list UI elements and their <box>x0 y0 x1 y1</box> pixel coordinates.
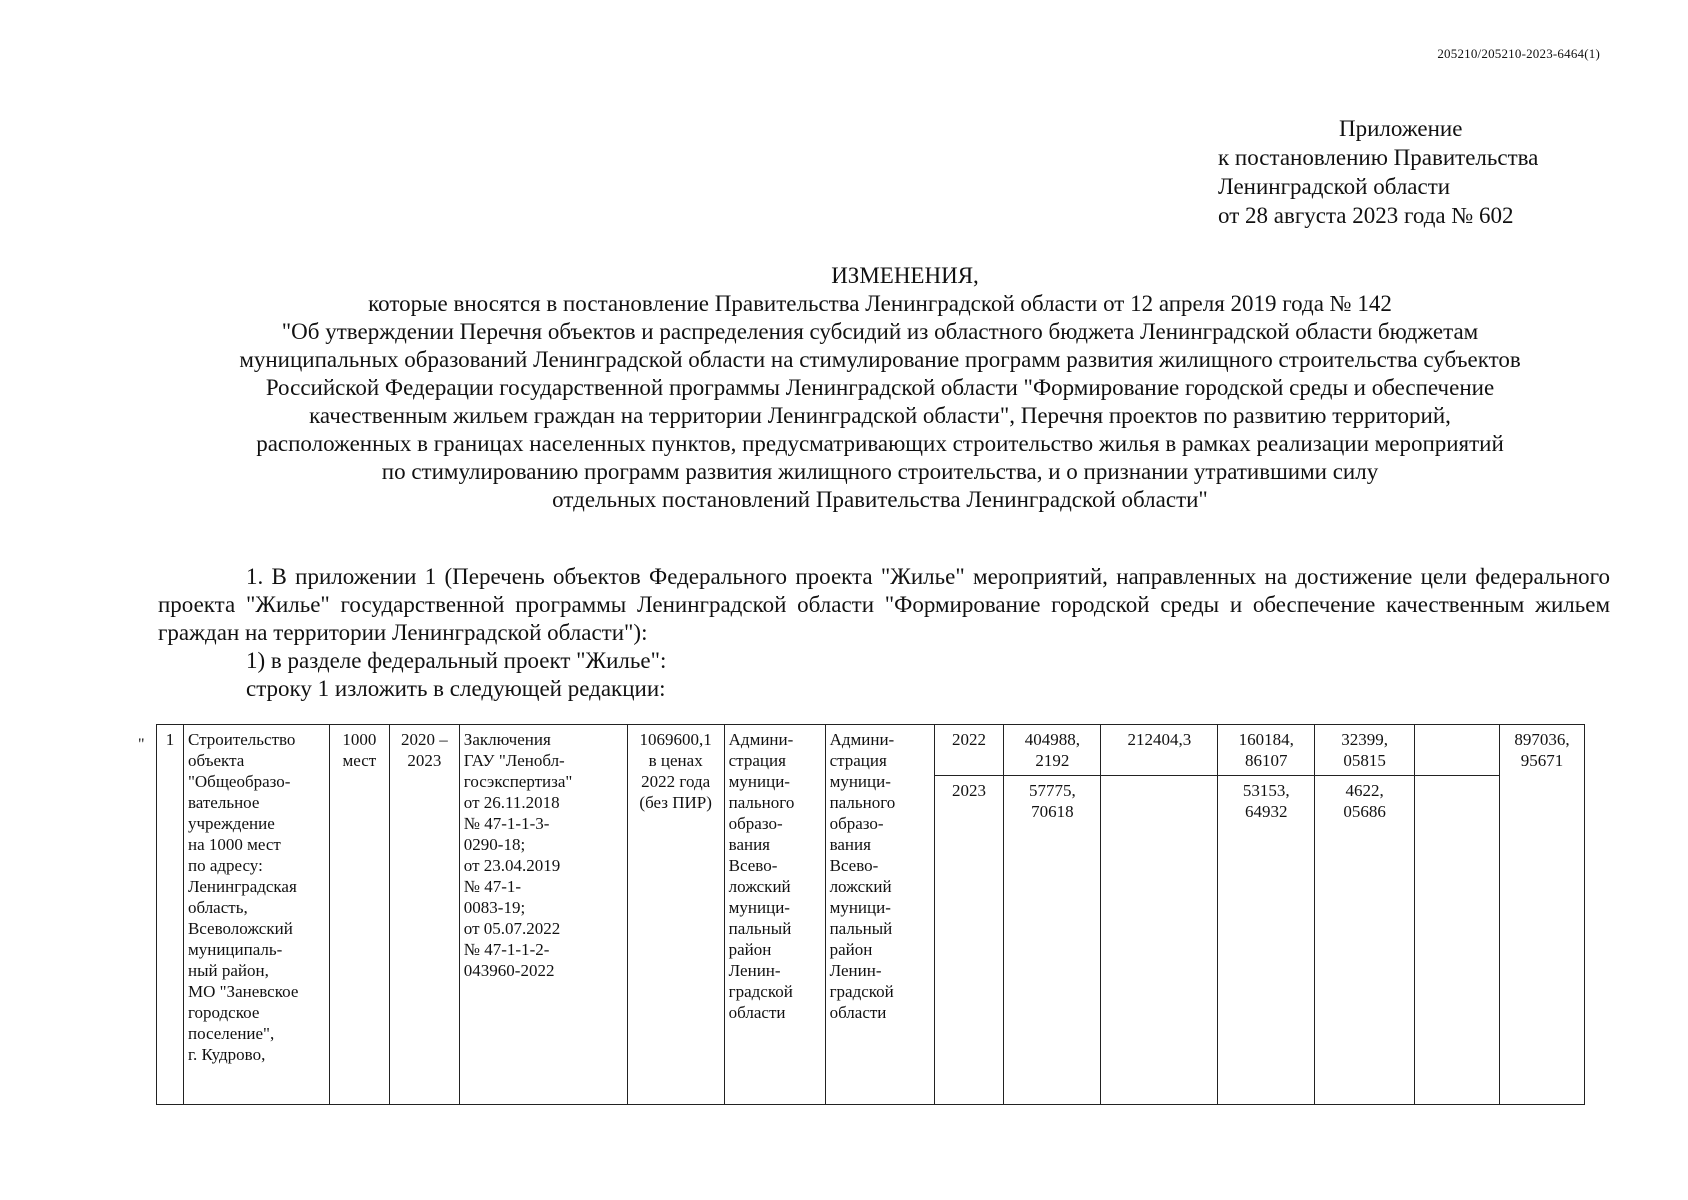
federal-2023-cell <box>1101 776 1218 1105</box>
total-2023-cell: 57775, 70618 <box>1004 776 1101 1105</box>
local-2022-cell: 32399, 05815 <box>1315 725 1415 776</box>
regional-2022-cell: 160184, 86107 <box>1218 725 1315 776</box>
paragraph-1: 1. В приложении 1 (Перечень объектов Федерального проекта "Жилье" мероприятий, направленных на достижение цели федерального проекта "Жилье" государственной программы Ленинградской области "Формирование городской среды и обеспечение качественным жильем граждан на территории Ленинградской области"): <box>158 564 1610 645</box>
appendix-date-number: от 28 августа 2023 года № 602 <box>1218 203 1514 228</box>
other-2023-cell <box>1415 776 1500 1105</box>
table-row <box>157 725 1585 776</box>
year-2022-cell: 2022 <box>934 725 1004 776</box>
heading-line: "Об утверждении Перечня объектов и распределения субсидий из областного бюджета Ленинградской области бюджетам <box>281 319 1479 344</box>
appendix-title: Приложение <box>1339 116 1463 141</box>
heading-line: отдельных постановлений Правительства Ленинградской области" <box>552 487 1208 512</box>
expertise-cell: Заключения ГАУ "Ленобл- госэкспертиза" от 26.11.2018 № 47-1-1-3- 0290-18; от 23.04.2019 № 47-1- 0083-19; от 05.07.2022 № 47-1-1-2- 043960-2022 <box>459 725 627 1105</box>
heading-line: которые вносятся в постановление Правительства Ленинградской области от 12 апреля 2019 года № 142 <box>368 291 1392 316</box>
period-cell: 2020 – 2023 <box>389 725 459 1105</box>
local-2023-cell: 4622, 05686 <box>1315 776 1415 1105</box>
item-1: 1) в разделе федеральный проект "Жилье": <box>246 648 667 673</box>
opening-quote: " <box>138 736 145 753</box>
item-2: строку 1 изложить в следующей редакции: <box>246 676 666 701</box>
body-text <box>158 563 1610 703</box>
regional-2023-cell: 53153, 64932 <box>1218 776 1315 1105</box>
capacity-cell: 1000 мест <box>329 725 389 1105</box>
heading-line: по стимулированию программ развития жилищного строительства, и о признании утратившими силу <box>381 459 1379 484</box>
customer-cell: Админи- страция муници- пального образо- вания Всево- ложский муници- пальный район Ленин- градской области <box>724 725 825 1105</box>
heading-line: Российской Федерации государственной программы Ленинградской области "Формирование городской среды и обеспечение <box>265 375 1495 400</box>
other-2022-cell <box>1415 725 1500 776</box>
document-id: 205210/205210-2023-6464(1) <box>1437 46 1600 61</box>
appendix-line-2: к постановлению Правительства <box>1218 145 1539 170</box>
heading-line: расположенных в границах населенных пунктов, предусматривающих строительство жилья в рамках реализации мероприятий <box>256 431 1504 456</box>
object-name-cell: Строительство объекта "Общеобразо- вательное учреждение на 1000 мест по адресу: Ленинградская область, Всеволожский муниципаль- ный район, МО "Заневское городское поселение", г. Кудрово, <box>183 725 329 1105</box>
heading-line: качественным жильем граждан на территории Ленинградской области", Перечня проектов по развитию территорий, <box>309 403 1451 428</box>
builder-cell: Админи- страция муници- пального образо- вания Всево- ложский муници- пальный район Ленин- градской области <box>825 725 934 1105</box>
appendix-line-3: Ленинградской области <box>1218 174 1451 199</box>
total-2022-cell: 404988, 2192 <box>1004 725 1101 776</box>
year-2023-cell: 2023 <box>934 776 1004 1105</box>
row-number: 1 <box>157 725 184 1105</box>
cost-cell: 1069600,1 в ценах 2022 года (без ПИР) <box>627 725 724 1105</box>
grand-total-cell: 897036, 95671 <box>1499 725 1584 1105</box>
document-heading <box>150 262 1610 514</box>
federal-2022-cell: 212404,3 <box>1101 725 1218 776</box>
replacement-row-table <box>156 724 1585 1105</box>
heading-line: муниципальных образований Ленинградской области на стимулирование программ развития жилищного строительства субъектов <box>239 347 1521 372</box>
appendix-block <box>1218 114 1538 230</box>
heading-title: ИЗМЕНЕНИЯ, <box>831 263 979 288</box>
